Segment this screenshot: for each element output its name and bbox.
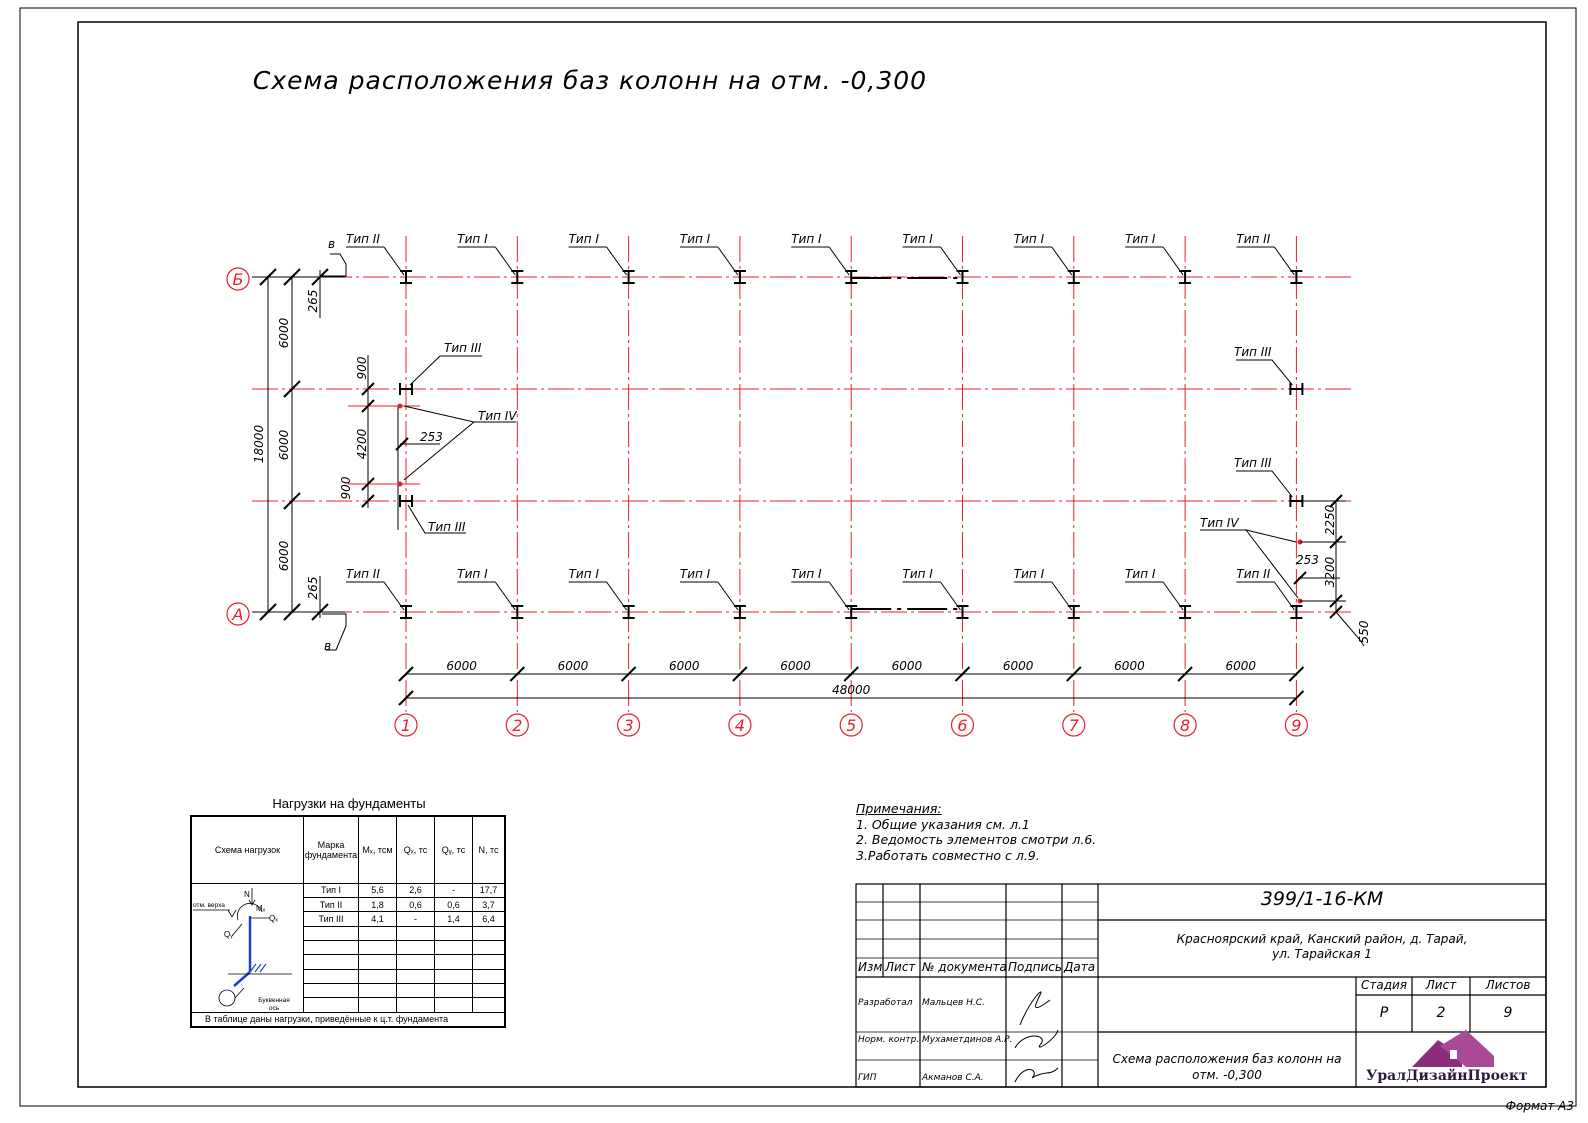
type-leader [1274, 247, 1294, 275]
dim-265: 265 [306, 576, 320, 600]
page-title: Схема расположения баз колонн на отм. -0,300 [252, 66, 928, 95]
type-label: Тип II [346, 232, 380, 246]
dim-253: 253 [420, 430, 443, 444]
type-leader [829, 582, 849, 610]
dim-6000: 6000 [1225, 659, 1257, 673]
type-label: Тип I [791, 232, 822, 246]
type-label: Тип I [457, 232, 488, 246]
signatures [1015, 992, 1058, 1082]
load-scheme-cell [191, 883, 304, 1012]
scheme-label-top-mark: отм. верха [193, 901, 225, 909]
scheme-label-qy: Qᵧ [224, 929, 233, 939]
sheets-value: 9 [1503, 1005, 1513, 1021]
type-leader [941, 582, 961, 610]
dim-2250: 2250 [1323, 504, 1337, 536]
note-item: 2. Ведомость элементов смотри л.6. [856, 832, 1097, 847]
role-norm-control: Норм. контр. [858, 1035, 920, 1045]
axis-letter-bubble: А [232, 605, 244, 624]
dim-6000: 6000 [277, 317, 291, 349]
axis-number-bubble: 9 [1291, 716, 1302, 735]
table-row: N Mₓ Qₓ Qᵧ отм. верха Буквенная ось Тип I 5,6 2,6 - 17,7 [191, 883, 505, 897]
scheme-label-n: N [244, 889, 250, 899]
scheme-label-axis: Буквенная ось [258, 996, 290, 1012]
dim-3200: 3200 [1323, 556, 1337, 588]
header-qx: Qₓ, тс [397, 816, 435, 883]
name-developer: Мальцев Н.С. [922, 998, 985, 1008]
dim-253: 253 [1296, 553, 1319, 567]
type-leader [495, 247, 515, 275]
type-label: Тип I [791, 567, 822, 581]
type-label: Тип II [1236, 232, 1271, 246]
notes [856, 801, 1096, 863]
type-leader [410, 356, 482, 385]
type-label: Тип I [568, 567, 599, 581]
axis-grid [252, 236, 1354, 712]
dim-550: 550 [1357, 620, 1371, 644]
type-label: Тип III [1234, 345, 1272, 359]
type-leader [1274, 582, 1294, 610]
dim-6000: 6000 [668, 659, 700, 673]
drawing-labels [252, 232, 1371, 697]
axis-number-bubble: 3 [623, 716, 634, 735]
header-scheme: Схема нагрузок [191, 816, 304, 883]
header-n: N, тс [473, 816, 506, 883]
dim-265: 265 [306, 289, 320, 313]
type-label: Тип II [1236, 567, 1271, 581]
type-label: Тип I [902, 567, 933, 581]
axis-number-bubble: 6 [957, 716, 968, 735]
edge-mark: в [324, 639, 332, 653]
type-leader [1236, 360, 1292, 385]
type-leader [718, 582, 738, 610]
table-row: Тип III 4,1 - 1,4 6,4 [191, 912, 505, 926]
type-label: Тип I [457, 567, 488, 581]
role-developer: Разработал [858, 998, 913, 1008]
type-label: Тип I [1125, 232, 1156, 246]
dim-900: 900 [339, 476, 353, 500]
type-leader [1236, 471, 1292, 497]
axis-bubbles [227, 268, 1307, 736]
company-logo-icon [1412, 1030, 1494, 1067]
type-label: Тип IV [478, 409, 517, 423]
scheme-label-qx: Qₓ [269, 913, 278, 923]
loads-footnote: В таблице даны нагрузки, приведённые к ц.т. фундамента [191, 1012, 505, 1027]
axis-number-bubble: 1 [400, 716, 412, 735]
type-leader [1163, 582, 1183, 610]
document-code: 399/1-16-КМ [1260, 888, 1384, 910]
axis-number-bubble: 8 [1180, 716, 1191, 735]
type-leader [607, 582, 627, 610]
type-label: Тип III [444, 341, 482, 355]
scheme-label-mx: Mₓ [256, 903, 266, 913]
dim-6000: 6000 [557, 659, 589, 673]
type-label: Тип IV [1200, 516, 1239, 530]
type-label: Тип III [428, 520, 466, 534]
notes-heading: Примечания: [856, 801, 942, 816]
sheet-header: Лист [1425, 978, 1457, 992]
type-label: Тип III [1234, 456, 1272, 470]
drawing-ink [252, 247, 1364, 705]
axis-number-bubble: 4 [734, 716, 745, 735]
type-leader [607, 247, 627, 275]
role-chief: ГИП [858, 1073, 877, 1083]
stage-header: Стадия [1360, 978, 1408, 992]
col-izm: Изм [858, 960, 883, 974]
col-doc: № документа [922, 960, 1007, 974]
dim-4200: 4200 [355, 428, 369, 460]
name-norm-control: Мухаметдинов А.Р. [922, 1035, 1013, 1045]
axis-letter-bubble: Б [232, 270, 244, 289]
name-chief: Акманов С.А. [922, 1073, 984, 1083]
loads-table-title: Нагрузки на фундаменты [272, 796, 426, 811]
type-label: Тип I [1125, 567, 1156, 581]
type-leader [1163, 247, 1183, 275]
sheets-header: Листов [1485, 978, 1531, 992]
col-date: Дата [1064, 960, 1096, 974]
dim-6000: 6000 [277, 429, 291, 461]
type-leader [941, 247, 961, 275]
type-leader [1246, 530, 1298, 598]
stage-value: Р [1379, 1005, 1389, 1021]
type-leader [384, 582, 404, 610]
type-leader [384, 247, 404, 275]
type-label: Тип II [346, 567, 380, 581]
axis-number-bubble: 7 [1068, 716, 1079, 735]
dim-6000: 6000 [1114, 659, 1145, 673]
dim-900: 900 [355, 356, 369, 380]
loads-table [190, 815, 506, 1028]
dim-48000: 48000 [832, 683, 871, 697]
address-line-1: Красноярский край, Канский район, д. Тарай, [1176, 932, 1468, 946]
type-leader [1052, 582, 1072, 610]
company-name: УралДизайнПроект [1366, 1068, 1528, 1084]
header-qy: Qᵧ, тс [435, 816, 473, 883]
note-item: 1. Общие указания см. л.1 [856, 816, 1030, 832]
type-label: Тип I [679, 232, 711, 246]
col-sign: Подпись [1008, 960, 1062, 974]
axis-number-bubble: 5 [846, 716, 857, 735]
type-label: Тип I [1013, 567, 1045, 581]
format-label: Формат А3 [1505, 1099, 1574, 1113]
header-mx: Mₓ, тсм [359, 816, 397, 883]
type-leader [1052, 247, 1072, 275]
address-line-2: ул. Тарайская 1 [1272, 947, 1372, 961]
type-leader [718, 247, 738, 275]
edge-mark: в [328, 237, 336, 251]
dim-6000: 6000 [277, 540, 291, 572]
base-iv-marker [398, 482, 402, 486]
dim-6000: 6000 [1002, 659, 1034, 673]
dim-6000: 6000 [891, 659, 923, 673]
col-list: Лист [885, 960, 916, 974]
sheet-value: 2 [1436, 1005, 1446, 1021]
dim-18000: 18000 [252, 424, 266, 464]
type-label: Тип I [902, 232, 933, 246]
type-leader [495, 582, 515, 610]
type-label: Тип I [568, 232, 599, 246]
base-iv-marker [398, 404, 402, 408]
table-row: Тип II 1,8 0,6 0,6 3,7 [191, 897, 505, 911]
note-item: 3.Работать совместно с л.9. [856, 847, 1040, 863]
drawing-title-2: отм. -0,300 [1192, 1068, 1262, 1082]
dim-6000: 6000 [780, 659, 811, 673]
drawing-title-1: Схема расположения баз колонн на [1112, 1052, 1342, 1066]
axis-number-bubble: 2 [512, 716, 523, 735]
dim-6000: 6000 [446, 659, 477, 673]
type-leader [829, 247, 849, 275]
header-mark: Марка фундамента [304, 816, 359, 883]
type-label: Тип I [679, 567, 711, 581]
type-label: Тип I [1013, 232, 1045, 246]
